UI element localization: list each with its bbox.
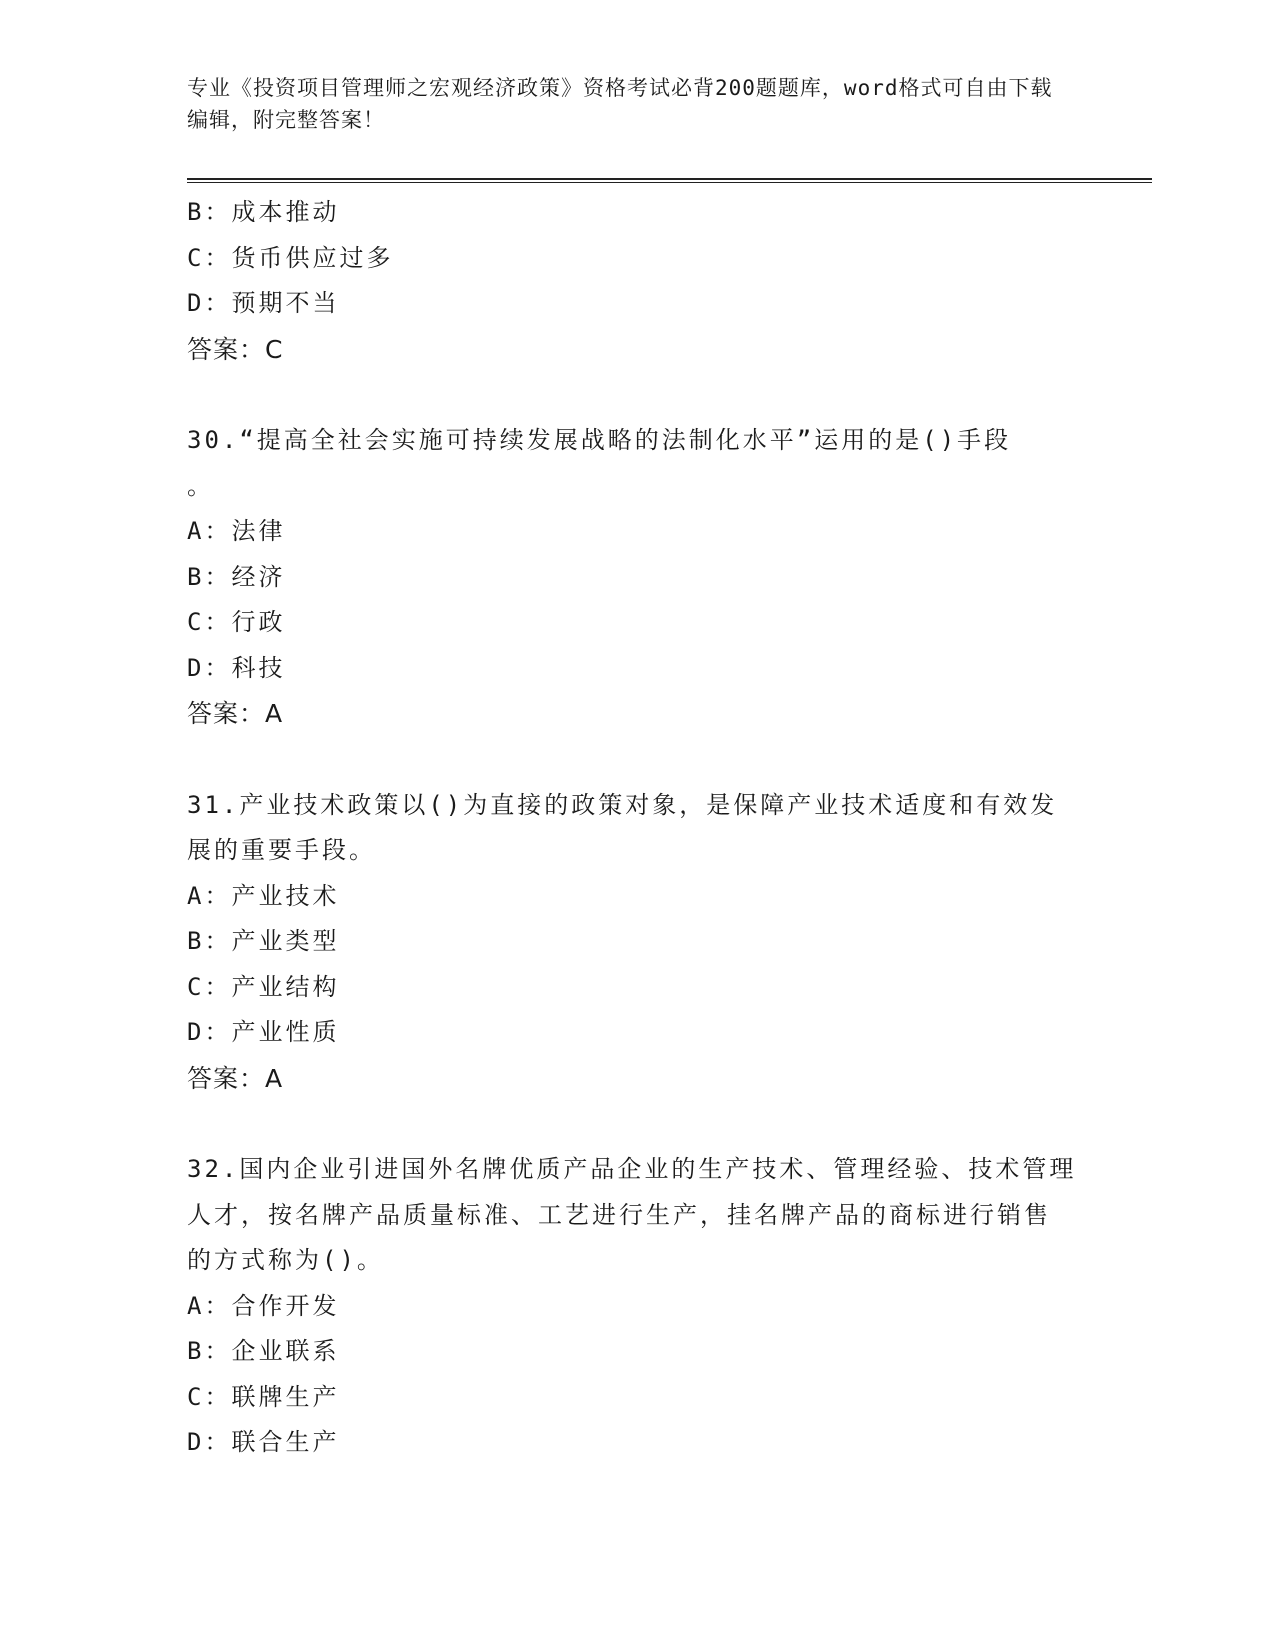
option-b: B：成本推动	[187, 198, 340, 226]
option-c: C：产业结构	[187, 972, 340, 1001]
document-header	[187, 72, 1067, 136]
option-b: B：产业类型	[187, 927, 340, 955]
option-d: D：预期不当	[187, 289, 340, 317]
option-b: B：经济	[187, 562, 286, 591]
option-b: B：企业联系	[187, 1337, 340, 1365]
answer-line: 答案：A	[187, 1063, 284, 1093]
question-block-prev	[187, 190, 1077, 372]
header-title: 专业《投资项目管理师之宏观经济政策》资格考试必背200题题库，word格式可自由下载编辑，附完整答案！	[187, 76, 1053, 132]
option-c: C：联牌生产	[187, 1382, 340, 1411]
option-c: C：行政	[187, 608, 286, 636]
answer-line: 答案：C	[187, 334, 284, 364]
question-stem: 30.“提高全社会实施可持续发展战略的法制化水平”运用的是()手段	[187, 426, 1012, 454]
answer-line: 答案：A	[187, 699, 284, 728]
option-d: D：产业性质	[187, 1018, 340, 1046]
question-block-31	[187, 783, 1077, 1102]
question-stem: 32.国内企业引进国外名牌优质产品企业的生产技术、管理经验、技术管理人才，按名牌产品质量标准、工艺进行生产，挂名牌产品的商标进行销售的方式称为()。	[187, 1155, 1077, 1274]
option-a: A：产业技术	[187, 881, 340, 910]
option-d: D：科技	[187, 653, 286, 682]
option-a: A：合作开发	[187, 1291, 340, 1320]
question-stem: 31.产业技术政策以()为直接的政策对象，是保障产业技术适度和有效发展的重要手段。	[187, 790, 1058, 864]
question-stem-tail: 。	[187, 471, 214, 500]
question-list	[187, 190, 1077, 1466]
option-c: C：货币供应过多	[187, 243, 394, 272]
option-a: A：法律	[187, 517, 286, 545]
option-d: D：联合生产	[187, 1428, 340, 1456]
question-block-30	[187, 418, 1077, 737]
header-divider	[187, 178, 1152, 183]
question-block-32	[187, 1147, 1077, 1466]
